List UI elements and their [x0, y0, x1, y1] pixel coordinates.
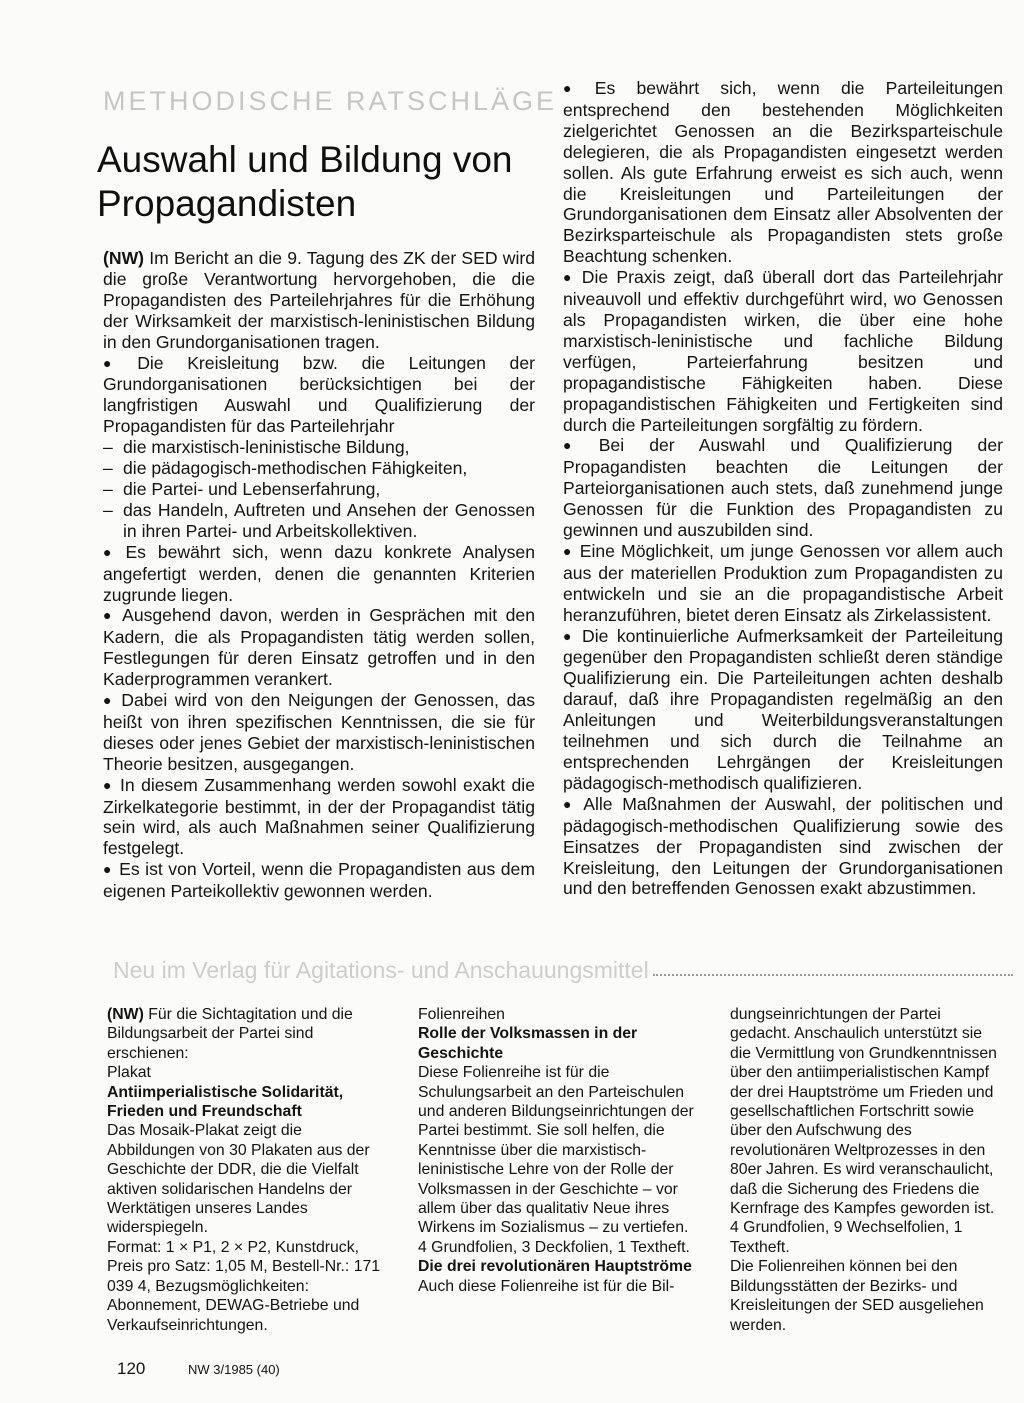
- bullet-icon: [563, 267, 582, 287]
- article-paragraph: [563, 541, 1003, 626]
- bullet-icon: [563, 78, 595, 98]
- article-paragraph: [563, 794, 1003, 900]
- item-contents: 4 Grundfolien, 3 Deckfolien, 1 Textheft.: [418, 1238, 690, 1256]
- item-availability: Die Folienreihen können bei den Bildungsstätten der Bezirks- und Kreisleitungen der SED ausgeliehen werden.: [730, 1258, 984, 1334]
- item-kind: Plakat: [107, 1064, 151, 1082]
- section-heading-text: Neu im Verlag für Agitations- und Anschauungsmittel: [113, 957, 649, 983]
- bullet-icon: [103, 605, 122, 625]
- section-kicker: METHODISCHE RATSCHLÄGE: [103, 86, 558, 116]
- list-item: – die marxistisch-leninistische Bildung,: [103, 437, 535, 458]
- item-title: Antiimperialistische Solidarität, Frieden und Freundschaft: [107, 1083, 344, 1121]
- item-title: Die drei revolutionären Hauptströme: [418, 1258, 692, 1276]
- bullet-icon: [103, 690, 121, 710]
- article-title: Auswahl und Bildung von Propagandisten: [97, 139, 513, 224]
- article-paragraph: [103, 775, 535, 860]
- bullet-icon: [103, 859, 119, 879]
- bullet-icon: [103, 775, 120, 795]
- list-item: – das Handeln, Auftreten und Ansehen der Genossen in ihren Partei- und Arbeitskollektiven.: [103, 500, 535, 542]
- article-paragraph: [563, 267, 1003, 435]
- article-column-right: [563, 78, 1003, 899]
- lead-tag: (NW): [103, 248, 145, 268]
- paragraph-text: Es bewährt sich, wenn dazu konkrete Analysen angefertigt werden, denen die genannten Kriterien zugrunde liegen.: [103, 541, 535, 605]
- criteria-list: [103, 437, 535, 542]
- bullet-icon: [103, 353, 137, 373]
- issue-label: NW 3/1985 (40): [188, 1362, 280, 1377]
- item-title: Rolle der Volksmassen in der Geschichte: [418, 1025, 638, 1062]
- publisher-section-heading: [113, 950, 1013, 984]
- bullet-icon: [103, 542, 125, 562]
- article-paragraph: [103, 605, 535, 690]
- page-number: 120: [117, 1359, 146, 1378]
- paragraph-text: Dabei wird von den Neigungen der Genossen, das heißt von ihren spezifischen Kenntnissen, die sie für dieses oder jenes Gebiet der marxistisch-leninistischen Theorie besitzen, ausgegangen.: [103, 690, 535, 774]
- item-description-continued: dungseinrichtungen der Partei gedacht. Anschaulich unterstützt sie die Vermittlung von Grundkenntnissen über den antiimperialistischen Kampf der drei Hauptströme um Frieden und gesellschaftlichen Fortschritt sowie über den Aufschwung des revolutionären Weltprozesses in den 80er Jahren. Es wird veranschaulicht, daß die Sicherung des Friedens die Kernfrage des Kampfes geworden ist.: [730, 1006, 997, 1218]
- intro-text: Für die Sichtagitation und die Bildungsarbeit der Partei sind erschienen:: [107, 1006, 353, 1062]
- article-paragraph: [563, 78, 1003, 267]
- publisher-column-3: [730, 1005, 1005, 1335]
- paragraph-text: Die Kreisleitung bzw. die Leitungen der Grundorganisationen berücksichtigen bei der langfristigen Auswahl und Qualifizierung der Propagandisten für das Parteilehrjahr: [103, 352, 535, 437]
- dotted-rule: [653, 974, 1013, 976]
- item-format: Format: 1 × P1, 2 × P2, Kunstdruck, Preis pro Satz: 1,05 M, Bestell-Nr.: 171 039 4, Bezugsmöglichkeiten: Abonnement, DEWAG-Betriebe und Verkaufseinrichtungen.: [107, 1238, 381, 1334]
- list-item: – die pädagogisch-methodischen Fähigkeiten,: [103, 458, 535, 479]
- paragraph-text: Ausgehend davon, werden in Gesprächen mit den Kadern, die als Propagandisten tätig werden sollen, Festlegungen für deren Einsatz getroffen und in den Kaderprogrammen verankert.: [103, 605, 535, 690]
- item-description: Das Mosaik-Plakat zeigt die Abbildungen von 30 Plakaten aus der Geschichte der DDR, die die Vielfalt aktiven solidarischen Handelns der Werktätigen unseres Landes widerspiegeln.: [107, 1122, 370, 1237]
- item-description: Diese Folienreihe ist für die Schulungsarbeit an den Parteischulen und anderen Bildungseinrichtungen der Partei bestimmt. Sie soll helfen, die Kenntnisse über die marxistisch-leninistische Lehre von der Rolle der Volksmassen in der Geschichte – vor allem über das qualitativ Neue ihres Wirkens im Sozialismus – zu vertiefen.: [418, 1064, 694, 1237]
- lead-text: Im Bericht an die 9. Tagung des ZK der SED wird die große Verantwortung hervorgehoben, die die Propagandisten des Parteilehrjahres für die Erhöhung der Wirksamkeit der marxistisch-leninistischen Bildung in den Grundorganisationen tragen.: [103, 248, 535, 352]
- article-lead: [103, 248, 535, 353]
- item-kind: Folienreihen: [418, 1006, 505, 1023]
- list-item: – die Partei- und Lebenserfahrung,: [103, 479, 535, 500]
- item-contents: 4 Grundfolien, 9 Wechselfolien, 1 Textheft.: [730, 1219, 963, 1256]
- article-paragraph: [103, 859, 535, 902]
- publisher-column-2: [418, 1005, 704, 1296]
- intro-paragraph: [107, 1005, 392, 1063]
- article-paragraph: [103, 690, 535, 775]
- paragraph-text: Alle Maßnahmen der Auswahl, der politischen und pädagogisch-methodischen Qualifizierung sowie des Einsatzes der Propagandisten sind zwischen der Kreisleitung, den Leitungen der Grundorganisationen und den betreffenden Genossen exakt abzustimmen.: [563, 793, 1003, 899]
- publisher-column-1: [107, 1005, 392, 1335]
- paragraph-text: Eine Möglichkeit, um junge Genossen vor allem auch aus der materiellen Produktion zum Propagandisten zu entwickeln und sie an die propagandistische Arbeit heranzuführen, bietet deren Einsatz als Zirkelassistent.: [563, 540, 1003, 625]
- bullet-icon: [563, 435, 599, 455]
- article-paragraph: [103, 542, 535, 606]
- item-description-start: Auch diese Folienreihe ist für die Bil-: [418, 1277, 675, 1295]
- bullet-icon: [563, 794, 583, 814]
- paragraph-text: In diesem Zusammenhang werden sowohl exakt die Zirkelkategorie bestimmt, in der der Propagandist tätig sein wird, als auch Maßnahmen seiner Qualifizierung festgelegt.: [103, 774, 535, 859]
- paragraph-text: Es ist von Vorteil, wenn die Propagandisten aus dem eigenen Parteikollektiv gewonnen werden.: [103, 859, 535, 902]
- article-paragraph: [563, 626, 1003, 794]
- bullet-icon: [563, 626, 582, 646]
- article-paragraph: [563, 435, 1003, 541]
- bullet-icon: [563, 541, 580, 561]
- article-paragraph: [103, 353, 535, 438]
- paragraph-text: Die Praxis zeigt, daß überall dort das Parteilehrjahr niveauvoll und effektiv durchgeführt wird, wo Genossen als Propagandisten wirken, die über eine hohe marxistisch-leninistische und fachliche Bildung verfügen, Parteierfahrung besitzen und propagandistische Fähigkeiten haben. Diese propagandistischen Fähigkeiten und Fertigkeiten sind durch die Parteileitungen sorgfältig zu fördern.: [563, 267, 1003, 435]
- paragraph-text: Es bewährt sich, wenn die Parteileitungen entsprechend den bestehenden Möglichkeiten zielgerichtet Genossen an die Bezirksparteischule delegieren, die als Propagandisten eingesetzt werden sollen. Als gute Erfahrung erweist es sich auch, wenn die Kreisleitungen und Parteileitungen der Grundorganisationen dem Einsatz aller Absolventen der Bezirksparteischule als Propagandisten stets große Beachtung schenken.: [563, 78, 1003, 267]
- intro-tag: (NW): [107, 1006, 144, 1023]
- article-column-left: [103, 248, 535, 902]
- paragraph-text: Die kontinuierliche Aufmerksamkeit der Parteileitung gegenüber den Propagandisten schließt deren ständige Qualifizierung ein. Die Parteileitungen achten deshalb darauf, daß ihre Propagandisten regelmäßig an den Anleitungen und Weiterbildungsveranstaltungen teilnehmen und sich durch die Teilnahme an entsprechenden Lehrgängen der Kreisleitungen pädagogisch-methodisch qualifizieren.: [563, 625, 1003, 793]
- paragraph-text: Bei der Auswahl und Qualifizierung der Propagandisten beachten die Leitungen der Parteiorganisationen auch stets, daß zunehmend junge Genossen für die Funktion des Propagandisten zu gewinnen und auszubilden sind.: [563, 435, 1003, 541]
